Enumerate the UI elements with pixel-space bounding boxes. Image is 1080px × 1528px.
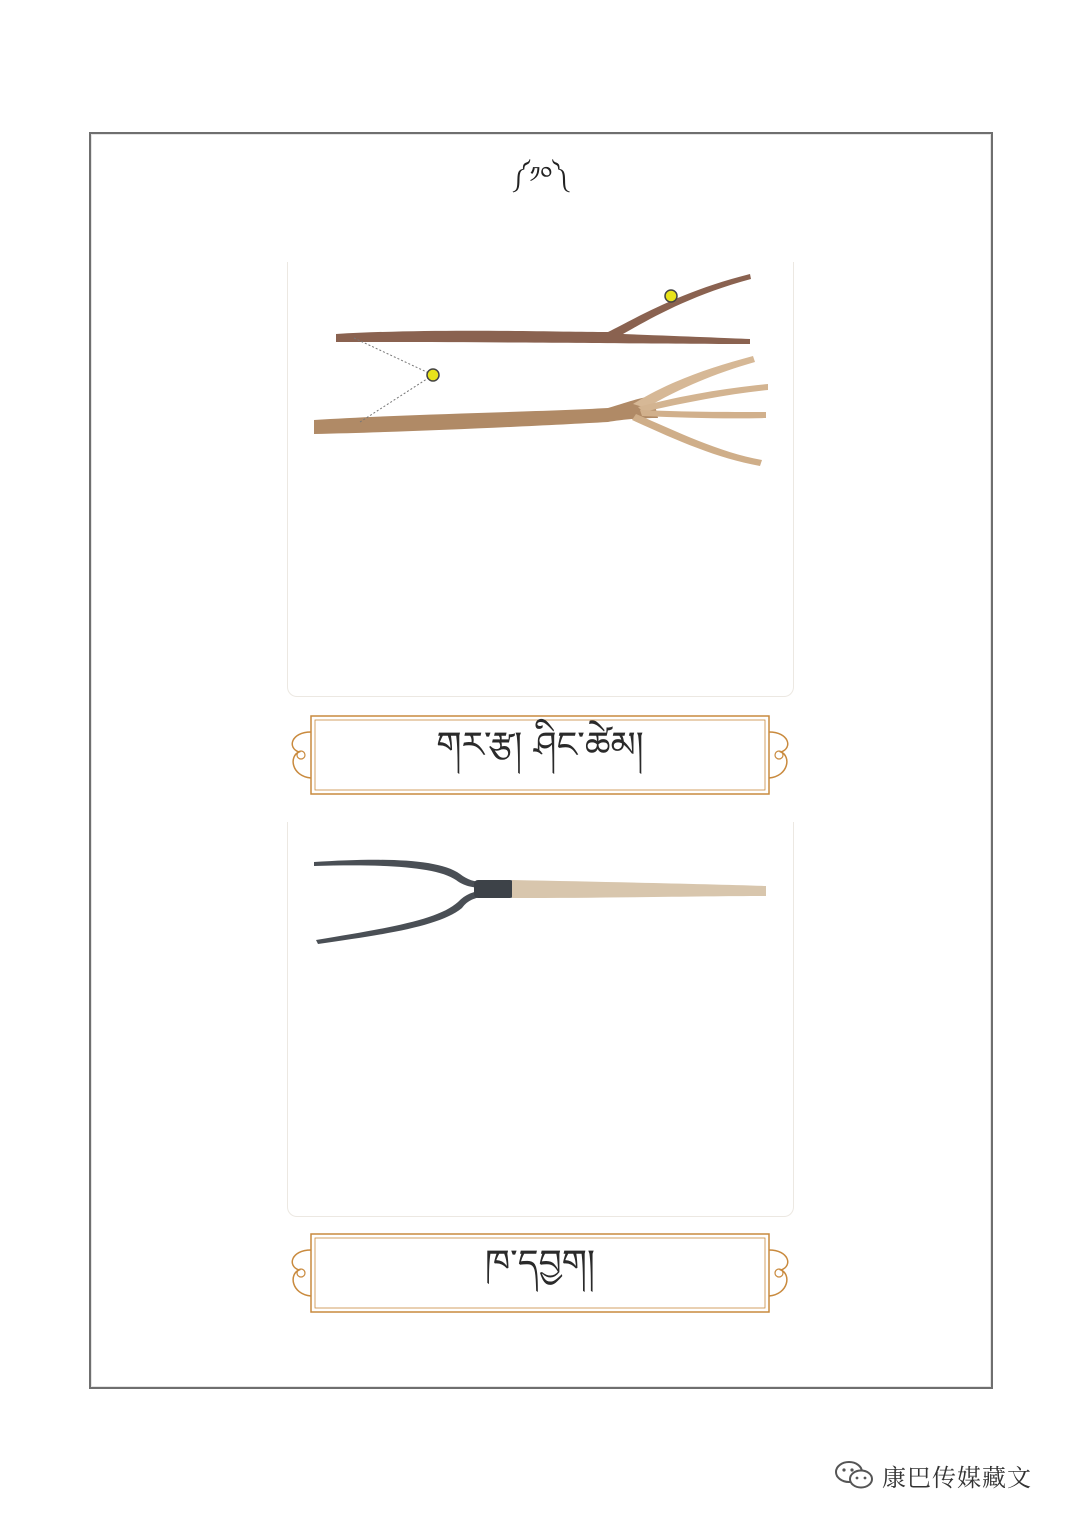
figure-1-caption-box [285,714,795,796]
metal-fork-illustration [288,822,793,1216]
forked-stick [336,274,751,344]
figure-1-photo [287,262,794,697]
fork-tine [316,890,486,944]
fork-tine [314,860,486,888]
figure-1-caption: གར་རྩ། ཤིང་ཚེམ། [436,725,644,766]
wechat-icon [834,1459,874,1491]
pitchfork-tine [640,410,766,418]
marker-dot [665,290,677,302]
page-number: ༼༡༠༽ [511,163,569,188]
fork-socket [474,880,514,898]
marker-dot [427,369,439,381]
figure-2-photo [287,822,794,1217]
pointer-line [354,338,433,375]
watermark [834,1458,1032,1492]
figure-2-caption-box [285,1232,795,1314]
fork-handle [512,880,766,898]
figure-2-caption: ཁ་དབྱག། [484,1243,596,1284]
watermark-text: 康巴传媒藏文 [882,1463,1032,1492]
wooden-forks-illustration [288,262,793,696]
pitchfork-handle [314,396,658,434]
pitchfork-tine [632,414,762,466]
